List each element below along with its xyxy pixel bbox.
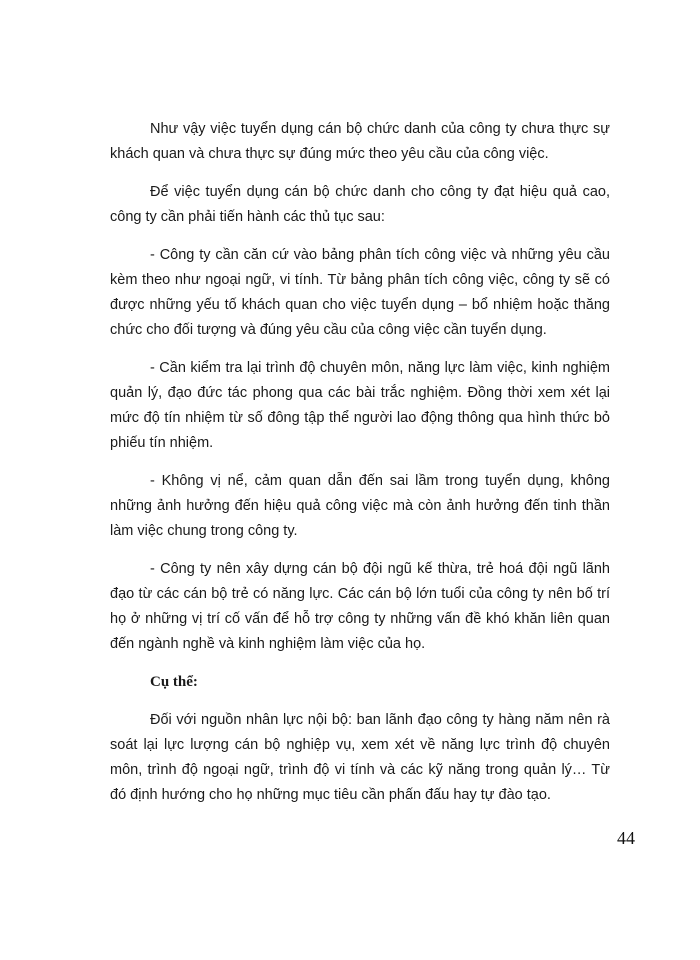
paragraph-7: Đối với nguồn nhân lực nội bộ: ban lãnh đạo công ty hàng năm nên rà soát lại lực lượng cán bộ nghiệp vụ, xem xét về năng lực trình độ chuyên môn, trình độ ngoại ngữ, trình độ vi tính và các kỹ năng trong quản lý… Từ đó định hướng cho họ những mục tiêu cần phấn đấu hay tự đào tạo. bbox=[110, 712, 610, 803]
paragraph-5: - Không vị nể, cảm quan dẫn đến sai lầm trong tuyển dụng, không những ảnh hưởng đến hiệu quả công việc mà còn ảnh hưởng đến tinh thần làm việc chung trong công ty. bbox=[110, 473, 610, 539]
paragraph-3: - Công ty cần căn cứ vào bảng phân tích công việc và những yêu cầu kèm theo như ngoại ngữ, vi tính. Từ bảng phân tích công việc, công ty sẽ có được những yếu tố khách quan cho việc tuyển dụng – bổ nhiệm hoặc thăng chức cho đối tượng và đúng yêu cầu của công việc cần tuyển dụng. bbox=[110, 247, 610, 338]
page-number: 44 bbox=[617, 828, 635, 848]
paragraph-4: - Cần kiểm tra lại trình độ chuyên môn, năng lực làm việc, kinh nghiệm quản lý, đạo đức tác phong qua các bài trắc nghiệm. Đồng thời xem xét lại mức độ tín nhiệm từ số đông tập thể người lao động thông qua hình thức bỏ phiếu tín nhiệm. bbox=[110, 360, 610, 451]
paragraph-2: Để việc tuyển dụng cán bộ chức danh cho công ty đạt hiệu quả cao, công ty cần phải tiến hành các thủ tục sau: bbox=[110, 184, 610, 225]
page-body bbox=[110, 117, 610, 821]
paragraph-6: - Công ty nên xây dựng cán bộ đội ngũ kế thừa, trẻ hoá đội ngũ lãnh đạo từ các cán bộ trẻ có năng lực. Các cán bộ lớn tuổi của công ty nên bố trí họ ở những vị trí cố vấn để hỗ trợ công ty những vấn đề khó khăn liên quan đến ngành nghề và kinh nghiệm làm việc của họ. bbox=[110, 561, 610, 652]
paragraph-1: Như vậy việc tuyển dụng cán bộ chức danh của công ty chưa thực sự khách quan và chưa thực sự đúng mức theo yêu cầu của công việc. bbox=[110, 121, 610, 162]
section-heading: Cụ thể: bbox=[150, 674, 198, 690]
